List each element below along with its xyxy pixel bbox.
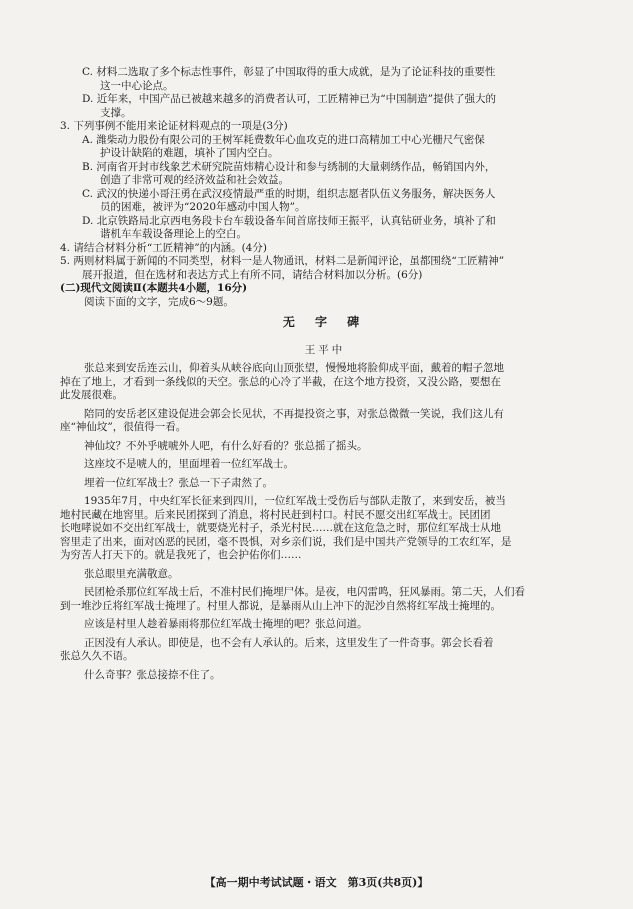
text-line: 支撑。 bbox=[100, 106, 132, 119]
text-line: 张总眼里充满敬意。 bbox=[84, 567, 179, 580]
text-line: 民团枪杀那位红军战士后，不准村民们掩埋尸体。是夜，电闪雷鸣，狂风暴雨。第二天，人们看 bbox=[84, 586, 525, 598]
question-4: 4. 请结合材料分析“工匠精神”的内涵。(4分) bbox=[60, 241, 267, 254]
text-line: 这一中心论点。 bbox=[100, 79, 174, 92]
text-line: 窖里走了出来，面对凶恶的民团，毫不畏惧，对乡亲们说，我们是中国共产党领导的工农红军，是 bbox=[60, 535, 512, 548]
text-line: 这座坟不是唬人的，里面埋着一位红军战士。 bbox=[84, 458, 294, 470]
text-line: D. 近年来，中国产品已被越来越多的消费者认可，工匠精神已为“中国制造”提供了强大的 bbox=[82, 93, 496, 105]
story-paragraph bbox=[60, 568, 590, 582]
text-line: 掉在了地上，才看到一条线似的天空。张总的心冷了半截，在这个地方投资，又没公路，要想在 bbox=[60, 375, 501, 388]
section-instruction: 阅读下面的文字，完成6～9题。 bbox=[84, 295, 234, 308]
text-line: 神仙坟？不外乎唬唬外人吧，有什么好看的？张总摇了摇头。 bbox=[84, 439, 368, 452]
text-line: 展开报道，但在选材和表达方式上有所不同，请结合材料加以分析。(6分) bbox=[82, 268, 423, 281]
text-line: 此发展很难。 bbox=[60, 389, 123, 401]
text-line: 应该是村里人趁着暴雨将那位红军战士掩埋的吧？张总问道。 bbox=[84, 618, 368, 630]
text-line: 创造了非常可观的经济效益和社会效益。 bbox=[100, 174, 289, 186]
text-line: 护设计缺陷的难题，填补了国内空白。 bbox=[100, 147, 279, 159]
story-paragraph bbox=[60, 477, 590, 491]
text-line: 座“神仙坟”，很值得一看。 bbox=[60, 421, 187, 433]
story-paragraph bbox=[60, 362, 590, 403]
text-line: A. 潍柴动力股份有限公司的王树军耗费数年心血攻克的进口高精加工中心光栅尺气密保 bbox=[82, 133, 485, 146]
text-line: 埋着一位红军战士？张总一下子肃然了。 bbox=[84, 476, 273, 489]
text-line: D. 北京铁路局北京西电务段卡台车载设备车间首席技师王振平，认真钻研业务，填补了和 bbox=[82, 214, 496, 227]
q2-option-d bbox=[60, 93, 590, 120]
text-line: B. 河南省开封市线象艺术研究院苗炜精心设计和参与绣制的大量刺绣作品，畅销国内外， bbox=[82, 160, 496, 173]
text-line: 正因没有人承认。即使是，也不会有人承认的。后来，这里发生了一件奇事。郭会长看着 bbox=[84, 636, 494, 649]
story-paragraph bbox=[60, 440, 590, 454]
story-body bbox=[60, 362, 590, 682]
text-line: 为穷苦人打天下的。就是我死了，也会护佑你们…… bbox=[60, 549, 302, 561]
story-paragraph bbox=[60, 495, 590, 563]
text-line: 5. 两则材料属于新闻的不同类型，材料一是人物通讯，材料二是新闻评论，虽都围绕“工匠精神” bbox=[60, 255, 505, 267]
text-line: C. 武汉的快递小哥汪勇在武汉疫情最严重的时期，组织志愿者队伍义务服务，解决医务人 bbox=[82, 187, 496, 200]
text-line: 谐机车车载设备理论上的空白。 bbox=[100, 228, 247, 240]
section-heading: (二)现代文阅读Ⅱ(本题共4小题，16分) bbox=[60, 282, 248, 294]
story-title: 无 字 碑 bbox=[282, 315, 368, 329]
story-paragraph bbox=[60, 669, 590, 683]
text-line: 1935年7月，中央红军长征来到四川，一位红军战士受伤后与部队走散了，来到安岳，被当 bbox=[84, 495, 506, 507]
question-3 bbox=[60, 120, 590, 242]
story-paragraph bbox=[60, 408, 590, 435]
page-footer: 【高一期中考试试题・语文 第3页(共8页)】 bbox=[204, 876, 429, 889]
text-line: 到一堆沙丘将红军战士掩埋了。村里人都说，是暴雨从山上冲下的泥沙自然将红军战士掩埋的。 bbox=[60, 599, 501, 612]
q2-option-c bbox=[60, 66, 590, 93]
story-paragraph bbox=[60, 637, 590, 664]
question-stem: 3. 下列事例不能用来论证材料观点的一项是(3分) bbox=[60, 120, 288, 132]
story-author: 王平中 bbox=[304, 344, 346, 356]
story-paragraph bbox=[60, 586, 590, 613]
text-line: 员的困难，被评为“2020年感动中国人物”。 bbox=[100, 201, 306, 213]
text-line: 张总久久不语。 bbox=[60, 650, 134, 662]
text-line: 陪同的安岳老区建设促进会郭会长见状，不再提投资之事，对张总微微一笑说，我们这儿有 bbox=[84, 407, 504, 420]
story-paragraph bbox=[60, 618, 590, 632]
text-line: C. 材料二选取了多个标志性事件，彰显了中国取得的重大成就，是为了论证科技的重要性 bbox=[82, 66, 496, 78]
question-5 bbox=[60, 255, 590, 282]
page-content bbox=[60, 66, 590, 682]
story-paragraph bbox=[60, 458, 590, 472]
text-line: 什么奇事？张总接捺不住了。 bbox=[84, 668, 221, 681]
text-line: 长咆哮说如不交出红军战士，就要烧光村子，杀光村民……就在这危急之时，那位红军战士从地 bbox=[60, 522, 501, 534]
text-line: 张总来到安岳连云山，仰着头从峡谷底向山顶张望，慢慢地将脸仰成平面，戴着的帽子忽地 bbox=[84, 362, 504, 374]
text-line: 地村民藏在地窖里。后来民团探到了消息，将村民赶到村口。村民不愿交出红军战士。民团团 bbox=[60, 508, 491, 521]
